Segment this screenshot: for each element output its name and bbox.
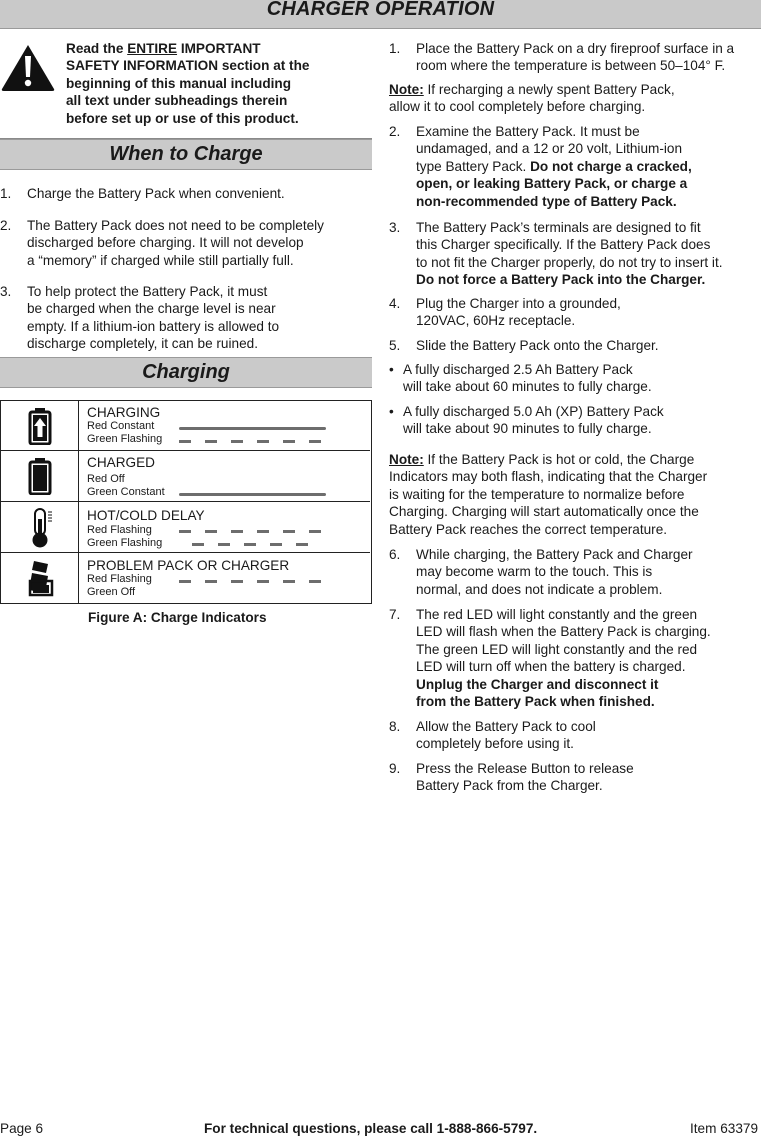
note-paragraph: Note: If the Battery Pack is hot or cold, the Charge Indicators may both flash, indicating that the Charger is waiting for the temperature to normalize before Charging. Charging will start automatically once the Battery Pack reaches the correct temperature. [389, 452, 708, 537]
when-to-charge-heading: When to Charge [109, 143, 263, 165]
green-led-flashing-indicator [192, 543, 316, 546]
thermometer-icon [26, 507, 54, 549]
damaged-battery-icon [26, 559, 56, 597]
indicator-row-hot-cold-delay: HOT/COLD DELAY Red Flashing Green Flashing [1, 502, 370, 553]
note-paragraph: Note: If recharging a newly spent Battery Pack, allow it to cool completely before charging. [389, 82, 675, 115]
page-number: Page 6 [0, 1121, 44, 1136]
figure-caption: Figure A: Charge Indicators [88, 610, 267, 625]
item-number: Item 63379 [690, 1121, 759, 1136]
charge-indicator-table [0, 400, 372, 604]
charging-heading: Charging [142, 361, 230, 383]
red-led-flashing-indicator [179, 580, 326, 583]
tech-support-phone: For technical questions, please call 1-888-866-5797. [204, 1121, 538, 1136]
warning-triangle-icon [0, 42, 56, 92]
charging-heading-bar [0, 357, 372, 388]
indicator-row-charged: CHARGED Red Off Green Constant [1, 451, 370, 502]
page-title-bar [0, 0, 761, 29]
green-led-solid-indicator [179, 493, 326, 496]
red-led-flashing-indicator [179, 530, 326, 533]
indicator-row-problem: PROBLEM PACK OR CHARGER Red Flashing Green Off [1, 553, 370, 603]
battery-full-icon [26, 457, 54, 495]
green-led-flashing-indicator [179, 440, 326, 443]
page-title: CHARGER OPERATION [266, 0, 495, 20]
when-to-charge-heading-bar [0, 139, 372, 170]
indicator-row-charging: CHARGING Red Constant Green Flashing [1, 401, 370, 451]
battery-charging-icon [26, 407, 54, 445]
red-led-solid-indicator [179, 427, 326, 430]
safety-warning-text: Read the ENTIRE IMPORTANT SAFETY INFORMATION section at the beginning of this manual including all text under subheadings therein before set up or use of this product. [66, 41, 310, 126]
